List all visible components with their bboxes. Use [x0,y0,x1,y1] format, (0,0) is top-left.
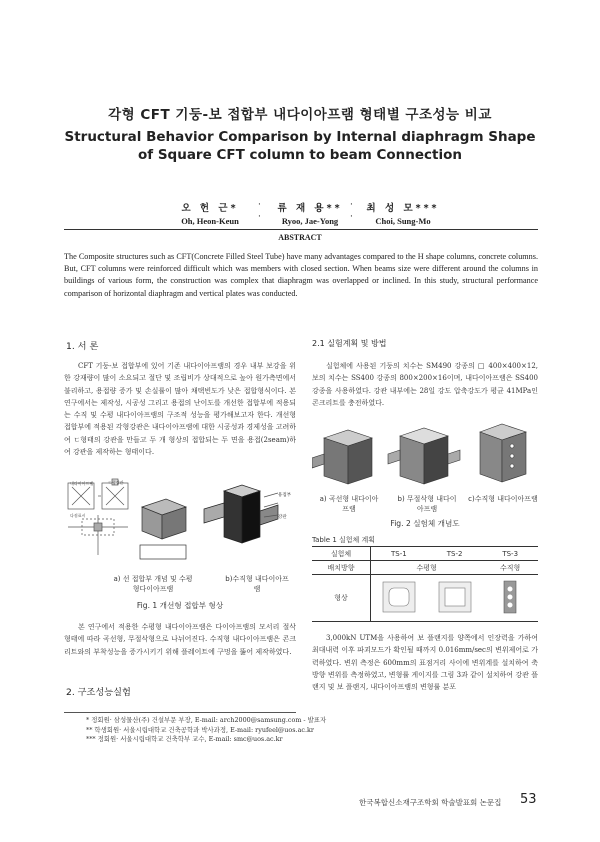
author-1-name-en: Oh, Heon-Keun [181,216,239,226]
figure-2-drawing [312,420,538,492]
table-cell: 형상 [312,575,371,622]
paper-title-english: Structural Behavior Comparison by Internal diaphragm Shape of Square CFT column to beam Connection [64,129,536,163]
section-1-title: 1. 서 론 [66,341,99,352]
table-header-cell: 실험체 [312,547,371,561]
table-row [312,561,538,575]
table-header-cell: TS-3 [482,547,538,561]
footer-journal: 한국복합신소재구조학회 학술발표회 논문집 [359,798,502,807]
ts2-shape-icon [435,578,475,616]
table-cell: 수직형 [482,561,538,575]
author-separator: · [258,200,261,210]
author-separator: · [350,200,353,210]
footnote-3: *** 정회원· 서울시립대학교 건축학부 교수, E-mail: smc@uos.ac.kr [86,735,283,743]
fig2-label-a: a) 곡선형 내다이아프램 [319,495,379,513]
figure-1-drawing [64,477,296,577]
author-2-name-en: Ryoo, Jae-Yong [281,216,339,226]
footnotes [86,716,526,745]
footnote-rule [64,712,296,713]
fig2-label-c: c)수직형 내다이아프램 [468,495,538,503]
author-separator: · [258,212,261,222]
fig1-callout-channel: ㄷ형강관 [108,480,124,485]
table-1-title: Table 1 실험체 계획 [312,536,376,544]
figure-2-caption: Fig. 2 실험체 개념도 [390,519,460,528]
author-3-name-ko: 최 성 모*** [366,203,440,214]
table-1 [312,546,538,622]
ts3-shape-icon [490,577,530,617]
fig1-callout-weld: 용접부 [278,493,292,498]
author-3-name-en: Choi, Sung-Mo [375,216,431,226]
section-2-1-title: 2.1 실험계획 및 방법 [312,339,387,348]
figure-1 [64,477,296,577]
figure-2 [312,420,538,492]
author-3 [358,200,448,226]
fig1-label-b: b)수직형 내다이아프램 [225,575,289,593]
figure-1-caption: Fig. 1 개선형 접합부 형상 [136,601,224,610]
section-2-title: 2. 구조성능실험 [66,687,131,698]
section-2-1-paragraph-1: 실험체에 사용된 기둥의 치수는 SM490 강종의 □ 400×400×12, 보의 치수는 SS400 강종의 800×200×16이며, 내다이아프램은 SS400 강종을 사용하였다. 강관 내부에는 28일 강도 압축강도가 평균 41MPa인 콘크리트를 충전하였다. [312,362,538,407]
author-2-name-ko: 류 재 용** [277,203,343,214]
fig1-label-a: a) 선 접합부 개념 및 수평형다이아프램 [113,575,193,593]
table-row [312,575,538,622]
footnote-2: ** 학생회원· 서울시립대학교 건축공학과 박사과정, E-mail: ryufeel@uos.ac.kr [86,725,314,734]
abstract-title: ABSTRACT [278,233,322,242]
table-cell: 배치방향 [312,561,371,575]
fig2-label-b: b) 무절삭형 내다이아프램 [397,495,457,513]
table-header-cell: TS-1 [371,547,427,561]
table-cell-shape-ts3 [482,575,538,622]
author-1 [160,200,260,226]
section-2-1-paragraph-2: 3,000kN UTM을 사용하여 보 플랜지를 양쪽에서 인장력을 가하여 최대내력 이후 파괴모드가 확인될 때까지 0.016mm/sec의 변위제어로 가력하였다. 변위 측정은 600mm의 표점거리 사이에 변위계를 설치하여 축방향 변위를 측정하였고, 변형률 게이지를 그림 3과 같이 설치하여 강관 플랜지 및 보 플랜지, 내다이아프램의 변형률 분포 [312,634,538,692]
fig1-callout-point: 다점표시 [70,513,86,518]
fig1-callout-tube: 강관 [278,515,287,520]
ts1-shape-icon [379,578,419,616]
table-header-cell: TS-2 [427,547,483,561]
fig1-callout-diaphragm: 내다이아프램 [70,481,94,486]
table-cell-shape-ts2 [427,575,483,622]
section-1-paragraph-1: CFT 기둥-보 접합부에 있어 기존 내다이아프램의 경우 내부 보강을 위한 강재량이 많이 소요되고 절단 및 조립비가 상대적으로 높아 원가측면에서 불리하고, 용접량 증가 및 손실률이 많아 채택빈도가 낮은 접합형식이다. 본 연구에서는 제작성, 시공성 그리고 용접의 난이도를 개선한 접합부에 적용되는 수직 및 수평 내다이아프램의 구조적 성능을 평가해보고자 한다. 개선형 접합부에 적용된 각형강관은 내다이아프램에 대한 시공성과 경제성을 고려하여 ㄷ형태의 강관을 만들고 두 개 형상의 접합되는 두 면을 용접(2seam)하여 강관을 제작하는 형태이다. [64,362,296,457]
page-number: 53 [520,792,537,807]
author-2 [265,200,355,226]
section-1-paragraph-2: 본 연구에서 적용한 수평형 내다이아프램은 다이아프램의 모서리 절삭형태에 따라 곡선형, 무절삭형으로 나뉘어진다. 수직형 내다이아프램은 콘크리트와의 부착성능을 증가시키기 위해 플레이트에 구멍을 뚫어 제작하였다. [64,623,296,656]
abstract-text: The Composite structures such as CFT(Concrete Filled Steel Tube) have many advantages compared to the H shape columns, concrete columns. But, CFT columns were reinforced difficult which was members with closed section. When beams size were different around the columns in buildings of various form, the construction was complex that diaphragm was overlapped or inclined. In this study, structural performance comparison of horizontal diaphragm and vertical plates was conducted. [64,252,538,298]
table-cell: 수평형 [371,561,483,575]
table-cell-shape-ts1 [371,575,427,622]
author-separator: · [350,212,353,222]
table-header-row [312,547,538,561]
abstract-rule [64,229,538,230]
paper-title-korean: 각형 CFT 기둥-보 접합부 내다이아프램 형태별 구조성능 비교 [108,107,492,123]
author-1-name-ko: 오 헌 근* [181,203,239,214]
footnote-1: * 정회원· 삼성물산(주) 건설부문 부장, E-mail: arch2000@samsung.com - 발표자 [86,716,327,724]
